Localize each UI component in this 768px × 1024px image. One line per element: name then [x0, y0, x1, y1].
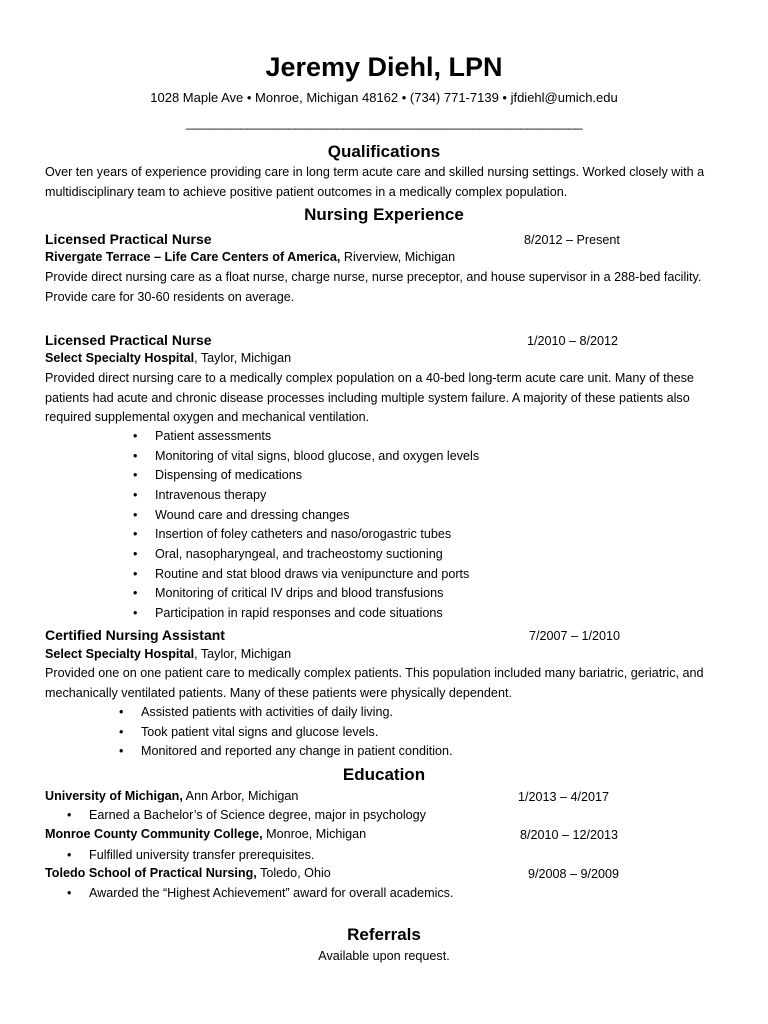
job-dates: 7/2007 – 1/2010 [529, 629, 621, 643]
list-item: • Fulfilled university transfer prerequisites. [67, 846, 314, 866]
school-location: Monroe, Michigan [262, 827, 367, 841]
header-divider: __________________________________________________________ [185, 115, 583, 130]
job-employer: Select Specialty Hospital [45, 647, 195, 661]
school-location: Ann Arbor, Michigan [182, 789, 299, 803]
qualifications-text: Over ten years of experience providing care in long term acute care and skilled nursing settings. Worked closely with a multidisciplinary team to achieve positive patient outcomes in a medically complex population. [45, 165, 705, 199]
school-line [45, 825, 366, 845]
school-dates: 8/2010 – 12/2013 [520, 828, 619, 842]
list-item: • Monitoring of critical IV drips and blood transfusions [133, 584, 443, 604]
education-heading: Education [342, 765, 426, 784]
job-title: Licensed Practical Nurse [45, 231, 212, 247]
qualifications-heading: Qualifications [327, 142, 441, 161]
list-item: • Routine and stat blood draws via venipuncture and ports [133, 565, 469, 585]
list-item: • Patient assessments [133, 427, 271, 447]
school-line [45, 787, 298, 807]
list-item: • Monitored and reported any change in patient condition. [119, 742, 453, 762]
bullet-icon: • [119, 725, 124, 739]
bullet-icon: • [133, 547, 138, 561]
bullet-icon: • [133, 449, 138, 463]
bullet-icon: • [67, 808, 72, 822]
job-location: Riverview, Michigan [340, 250, 456, 264]
bullet-icon: • [133, 567, 138, 581]
list-item: • Awarded the “Highest Achievement” award for overall academics. [67, 884, 453, 904]
referrals-text: Available upon request. [318, 949, 450, 963]
contact-info: 1028 Maple Ave • Monroe, Michigan 48162 • (734) 771-7139 • jfdiehl@umich.edu [150, 90, 618, 105]
school-dates: 1/2013 – 4/2017 [518, 790, 610, 804]
job-location: , Taylor, Michigan [194, 647, 292, 661]
list-item: • Oral, nasopharyngeal, and tracheostomy suctioning [133, 545, 443, 565]
school-name: University of Michigan, [45, 789, 183, 803]
list-item: • Intravenous therapy [133, 486, 266, 506]
resume-name: Jeremy Diehl, LPN [265, 52, 503, 82]
bullet-icon: • [133, 488, 138, 502]
list-item: • Earned a Bachelor’s of Science degree, major in psychology [67, 806, 426, 826]
job-employer: Select Specialty Hospital [45, 351, 195, 365]
referrals-heading: Referrals [347, 925, 421, 944]
bullet-icon: • [119, 705, 124, 719]
bullet-icon: • [67, 886, 72, 900]
bullet-icon: • [67, 848, 72, 862]
list-item: • Monitoring of vital signs, blood glucose, and oxygen levels [133, 447, 479, 467]
list-item: • Took patient vital signs and glucose levels. [119, 723, 378, 743]
job-description: Provided direct nursing care to a medically complex population on a 40-bed long-term acute care unit. Many of these patients had acute and chronic disease processes including multiple system failure. A majority of these patients also required supplemental oxygen and mechanical ventilation. [45, 371, 694, 425]
list-item: • Assisted patients with activities of daily living. [119, 703, 393, 723]
bullet-icon: • [133, 606, 138, 620]
school-name: Toledo School of Practical Nursing, [45, 866, 257, 880]
list-item: • Participation in rapid responses and code situations [133, 604, 443, 624]
job-description: Provided one on one patient care to medically complex patients. This population included many bariatric, geriatric, and mechanically ventilated patients. Many of these patients were physically dependent. [45, 666, 704, 700]
school-line [45, 864, 331, 884]
job-dates: 1/2010 – 8/2012 [527, 334, 619, 348]
experience-heading: Nursing Experience [304, 205, 464, 224]
bullet-icon: • [133, 586, 138, 600]
job-dates: 8/2012 – Present [524, 233, 620, 247]
job-title: Licensed Practical Nurse [45, 332, 212, 348]
bullet-icon: • [133, 468, 138, 482]
job-employer-line [45, 248, 455, 268]
school-name: Monroe County Community College, [45, 827, 263, 841]
bullet-icon: • [133, 527, 138, 541]
school-location: Toledo, Ohio [256, 866, 331, 880]
job-location: , Taylor, Michigan [194, 351, 292, 365]
list-item: • Insertion of foley catheters and naso/orogastric tubes [133, 525, 451, 545]
job-employer-line [45, 349, 291, 369]
job-description: Provide direct nursing care as a float nurse, charge nurse, nurse preceptor, and house supervisor in a 288-bed facility. Provide care for 30-60 residents on average. [45, 270, 702, 304]
list-item: • Dispensing of medications [133, 466, 302, 486]
job-employer: Rivergate Terrace – Life Care Centers of America, [45, 250, 341, 264]
bullet-icon: • [133, 508, 138, 522]
bullet-icon: • [133, 429, 138, 443]
job-employer-line [45, 645, 291, 665]
job-title: Certified Nursing Assistant [45, 627, 225, 643]
list-item: • Wound care and dressing changes [133, 506, 349, 526]
school-dates: 9/2008 – 9/2009 [528, 867, 620, 881]
bullet-icon: • [119, 744, 124, 758]
